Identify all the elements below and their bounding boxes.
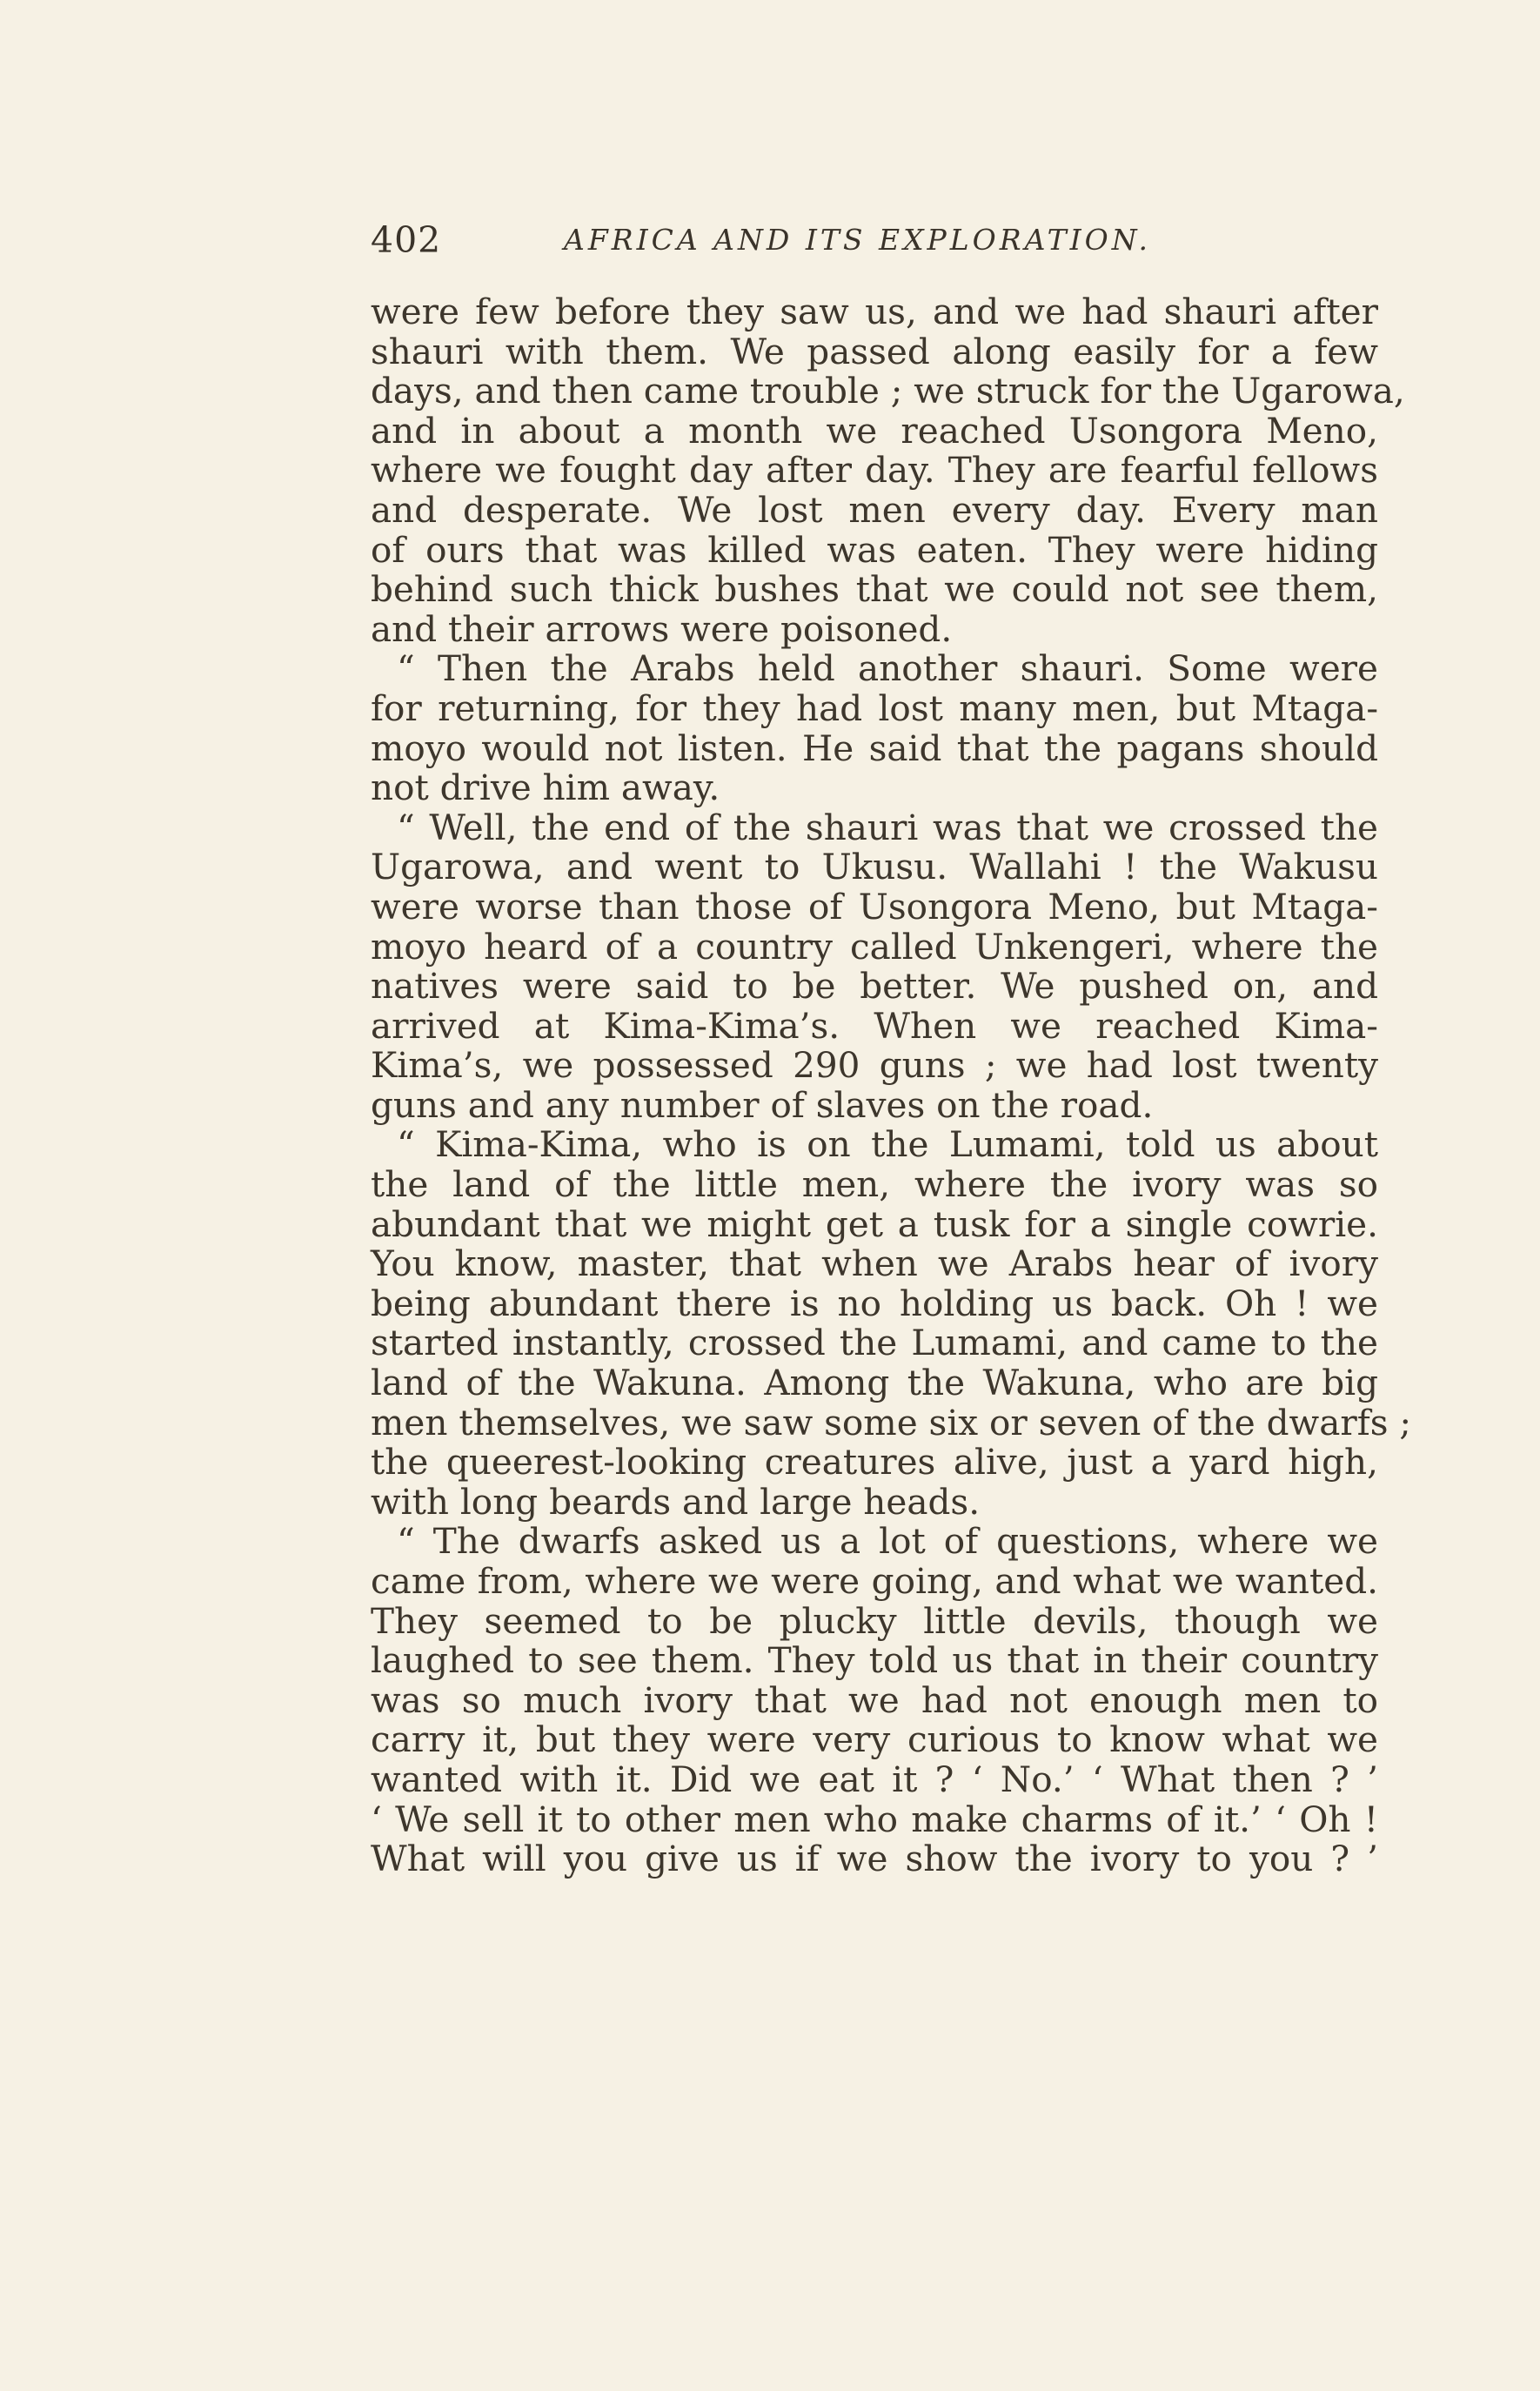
text-line: “ The dwarfs asked us a lot of questions, where we	[397, 1520, 1378, 1563]
text-line: the land of the little men, where the ivory was so	[371, 1163, 1378, 1206]
text-line: behind such thick bushes that we could not see them,	[371, 568, 1378, 611]
text-line: natives were said to be better. We pushed on, and	[371, 965, 1378, 1008]
text-line: were few before they saw us, and we had shauri after	[371, 291, 1378, 332]
text-line: Kima’s, we possessed 290 guns ; we had lost twenty	[371, 1044, 1378, 1087]
text-line: “ Well, the end of the shauri was that we crossed the	[397, 806, 1378, 848]
text-line: started instantly, crossed the Lumami, and came to the	[371, 1322, 1378, 1364]
text-line: “ Kima-Kima, who is on the Lumami, told us about	[397, 1123, 1378, 1166]
text-line: not drive him away.	[371, 767, 720, 809]
text-line: came from, where we were going, and what we wanted.	[371, 1560, 1378, 1602]
text-line: being abundant there is no holding us back. Oh ! we	[371, 1282, 1378, 1324]
text-line: What will you give us if we show the ivory to you ? ’	[371, 1838, 1378, 1880]
text-line: were worse than those of Usongora Meno, but Mtaga-	[371, 885, 1378, 928]
page-header	[371, 219, 1213, 271]
text-line: and desperate. We lost men every day. Every man	[371, 488, 1378, 531]
text-line: ‘ We sell it to other men who make charms of it.’ ‘ Oh !	[371, 1798, 1378, 1840]
text-line: of ours that was killed was eaten. They were hiding	[371, 528, 1378, 571]
text-line: and their arrows were poisoned.	[371, 607, 953, 650]
text-line: for returning, for they had lost many men, but Mtaga-	[371, 686, 1378, 729]
text-line: wanted with it. Did we eat it ? ‘ No.’ ‘ What then ? ’	[371, 1758, 1378, 1800]
text-line: abundant that we might get a tusk for a single cowrie.	[371, 1202, 1378, 1245]
text-line: men themselves, we saw some six or seven of the dwarfs ;	[371, 1401, 1411, 1443]
text-line: moyo heard of a country called Unkengeri, where the	[371, 925, 1378, 968]
text-line: arrived at Kima-Kima’s. When we reached Kima-	[371, 1004, 1378, 1047]
text-line: moyo would not listen. He said that the pagans should	[371, 727, 1378, 769]
text-line: Ugarowa, and went to Ukusu. Wallahi ! the Wakusu	[371, 846, 1378, 888]
text-line: guns and any number of slaves on the road.	[371, 1083, 1154, 1126]
text-line: the queerest-looking creatures alive, just a yard high,	[371, 1441, 1378, 1483]
text-line: was so much ivory that we had not enough men to	[371, 1678, 1378, 1721]
text-line: with long beards and large heads.	[371, 1480, 981, 1523]
text-line: You know, master, that when we Arabs hear of ivory	[371, 1242, 1378, 1285]
text-line: and in about a month we reached Usongora Meno,	[371, 409, 1378, 452]
text-line: days, and then came trouble ; we struck for the Ugarowa,	[371, 370, 1405, 412]
page-number: 402	[371, 219, 442, 261]
running-head: AFRICA AND ITS EXPLORATION.	[564, 223, 1151, 257]
body-text	[371, 291, 1411, 1880]
text-line: land of the Wakuna. Among the Wakuna, who are big	[371, 1362, 1378, 1404]
text-line: shauri with them. We passed along easily for a few	[371, 330, 1378, 372]
text-line: where we fought day after day. They are fearful fellows	[371, 449, 1378, 492]
text-line: carry it, but they were very curious to know what we	[371, 1718, 1378, 1761]
text-line: They seemed to be plucky little devils, though we	[371, 1599, 1378, 1642]
text-line: laughed to see them. They told us that in their country	[371, 1639, 1378, 1682]
text-line: “ Then the Arabs held another shauri. Some were	[397, 647, 1378, 690]
